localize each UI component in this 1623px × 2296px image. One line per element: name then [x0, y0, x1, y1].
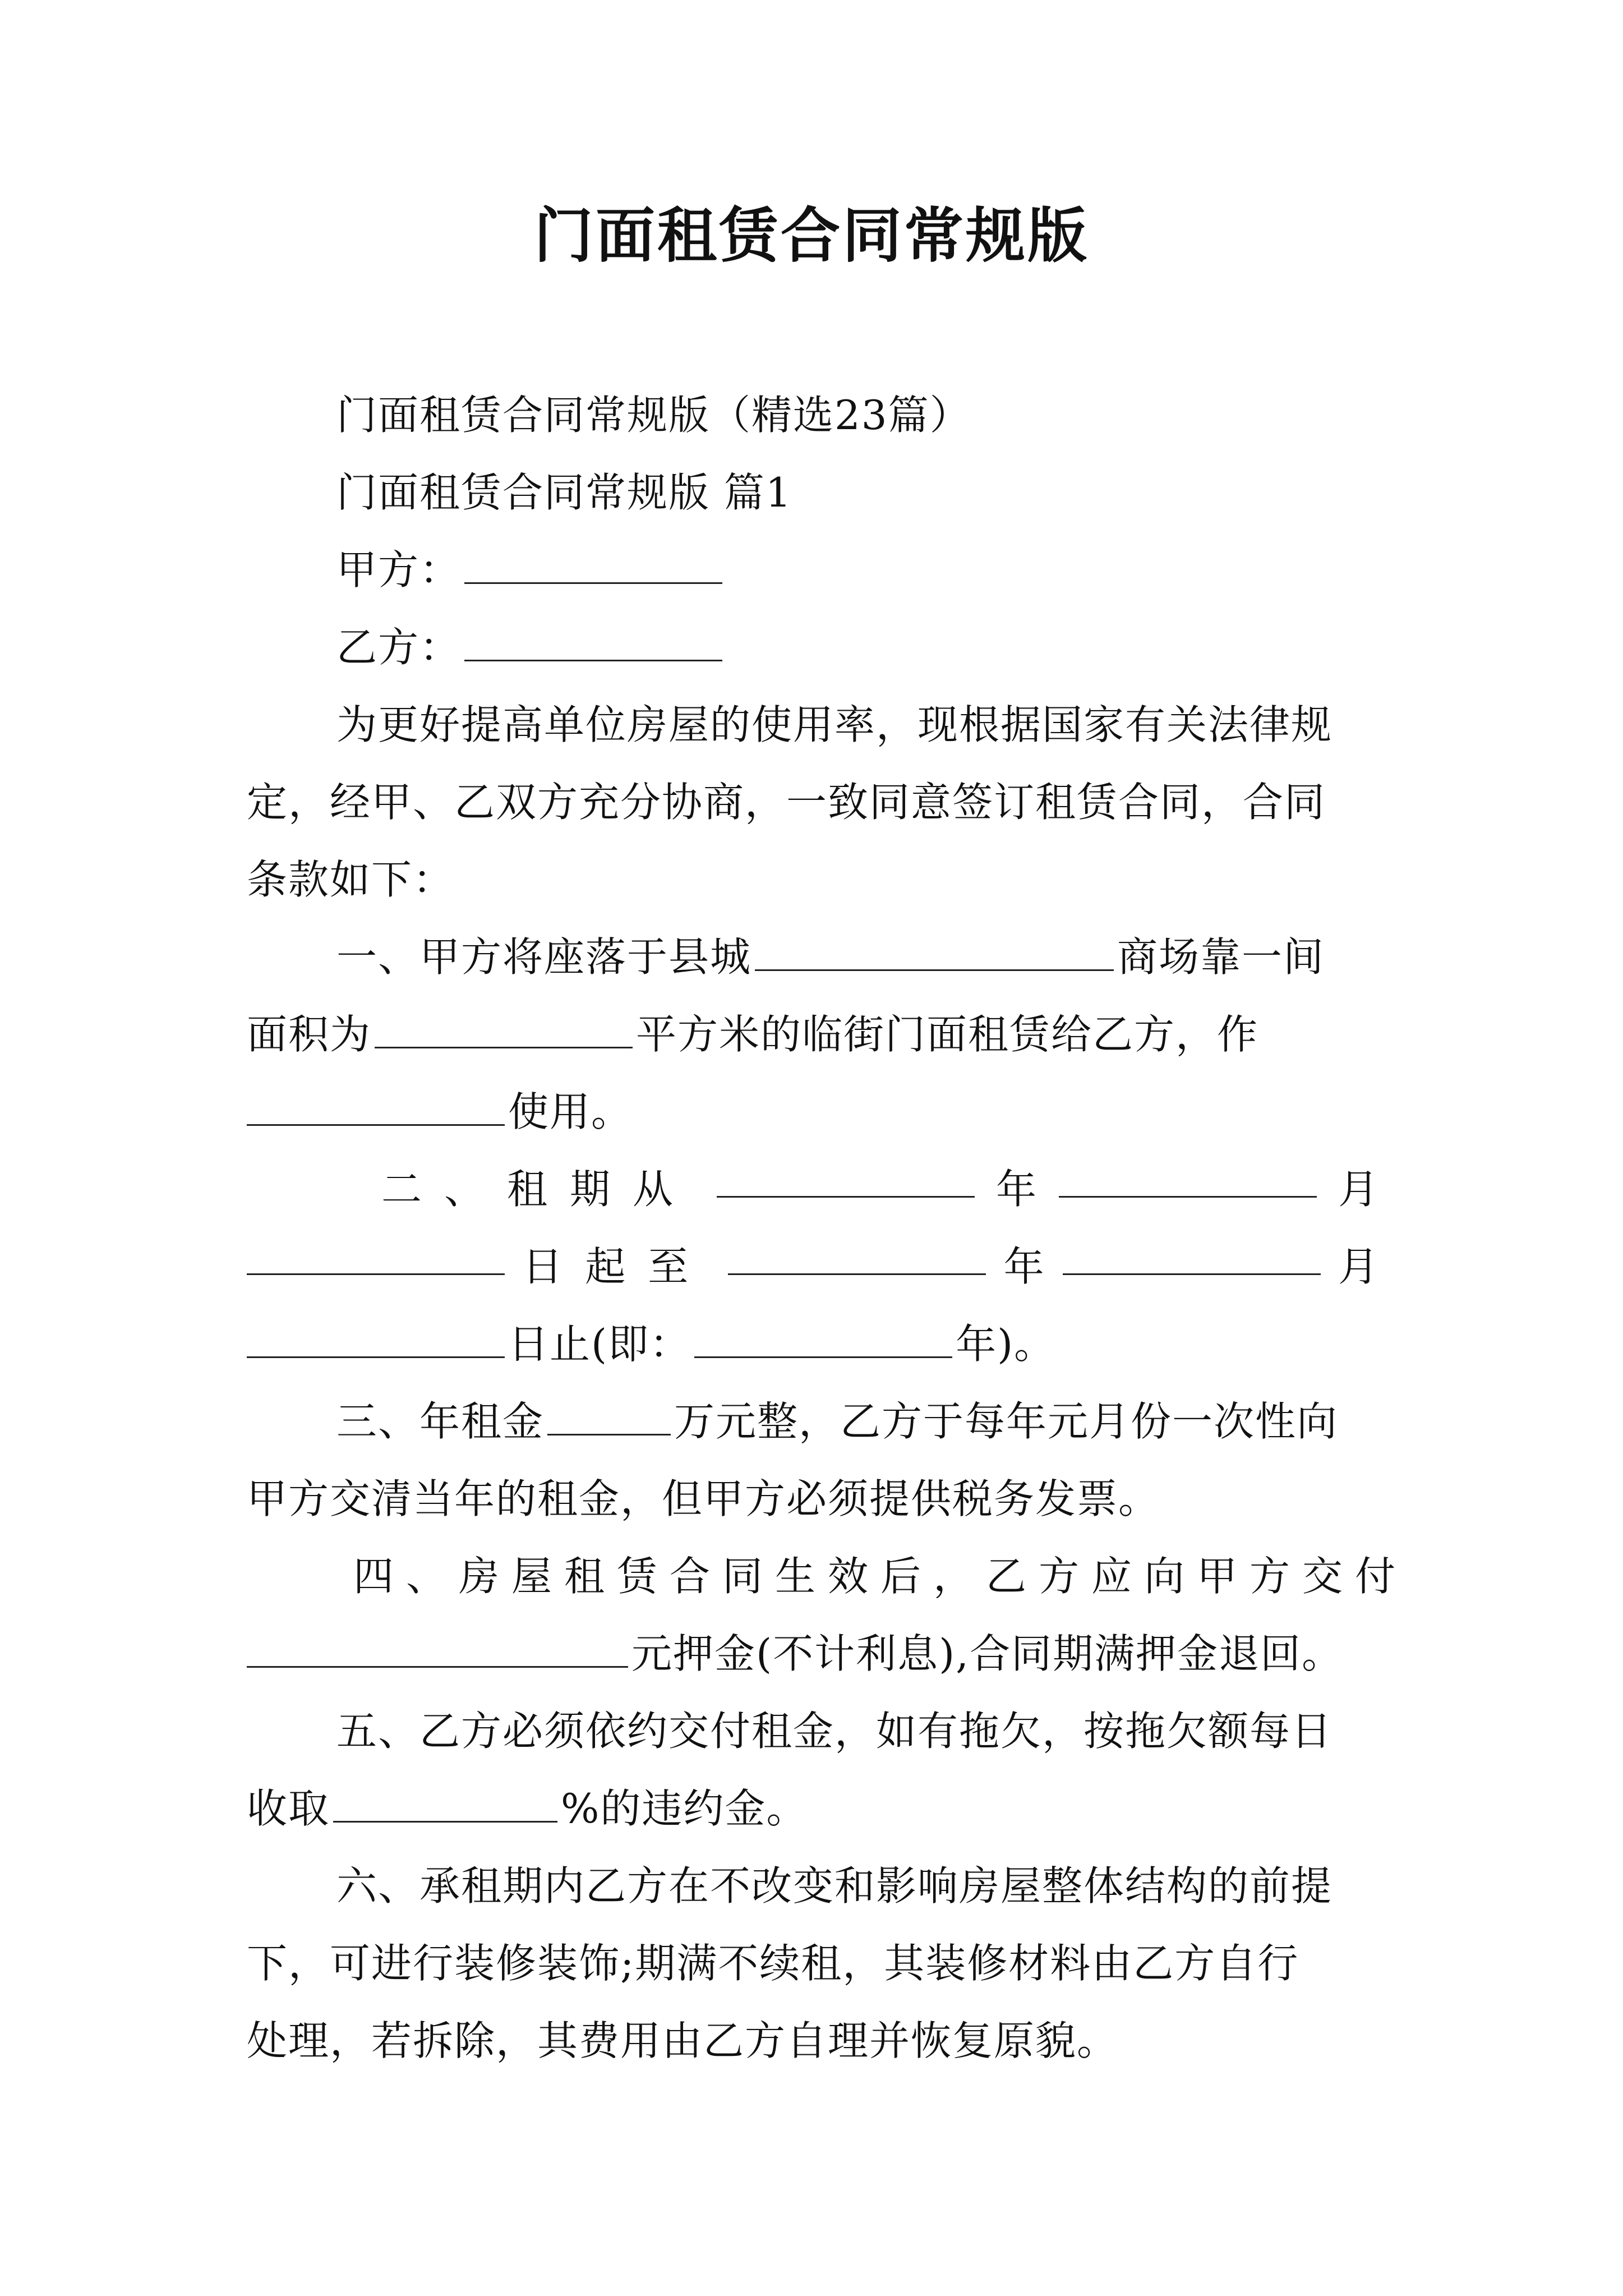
clause2-year-label-1: 年 — [995, 1166, 1038, 1213]
clause2-end-month-blank[interactable] — [1063, 1239, 1321, 1275]
clause6-line-2: 下，可进行装修装饰;期满不续租，其装修材料由乙方自行 — [247, 1940, 1299, 1987]
clause4-text-b: 元押金(不计利息),合同期满押金退回。 — [631, 1630, 1344, 1677]
clause2-text-b: 日起至 — [522, 1243, 711, 1290]
clause2-line-3 — [247, 1316, 1055, 1372]
clause1-line-2 — [247, 1006, 1258, 1062]
party-b-label: 乙方： — [336, 624, 462, 671]
clause3-text-b: 万元整，乙方于每年元月份一次性向 — [674, 1398, 1339, 1445]
clause1-line-1 — [336, 929, 1325, 985]
clause1-text-d: 平方米的临街门面租赁给乙方，作 — [636, 1011, 1259, 1058]
clause3-line-2: 甲方交清当年的租金，但甲方必须提供税务发票。 — [247, 1475, 1160, 1522]
section-heading: 门面租赁合同常规版 篇1 — [336, 469, 792, 516]
clause1-text-c: 面积为 — [247, 1011, 372, 1058]
intro-line-3: 条款如下： — [247, 856, 455, 903]
clause2-year-label-2: 年 — [1003, 1243, 1045, 1290]
clause2-start-year-blank[interactable] — [717, 1161, 975, 1198]
clause4-deposit-blank[interactable] — [247, 1631, 628, 1668]
clause1-text-a: 一、甲方将座落于县城 — [336, 933, 752, 981]
clause3-line-1 — [336, 1393, 1338, 1450]
clause2-text-c: 日止(即： — [508, 1320, 691, 1368]
intro-line-1: 为更好提高单位房屋的使用率，现根据国家有关法律规 — [336, 701, 1333, 748]
clause1-text-e: 使用。 — [508, 1088, 633, 1135]
clause5-line-1: 五、乙方必须依约交付租金，如有拖欠，按拖欠额每日 — [336, 1708, 1333, 1755]
clause1-usage-blank[interactable] — [247, 1089, 505, 1126]
clause6-line-3: 处理，若拆除，其费用由乙方自理并恢复原貌。 — [247, 2017, 1119, 2064]
clause2-text-d: 年)。 — [956, 1320, 1056, 1368]
clause5-text-c: %的违约金。 — [561, 1785, 808, 1832]
clause2-end-year-blank[interactable] — [728, 1239, 986, 1275]
clause1-line-3 — [247, 1084, 633, 1140]
clause2-text-a: 二、租期从 — [381, 1166, 696, 1213]
clause5-text-b: 收取 — [247, 1785, 330, 1832]
clause2-end-day-blank[interactable] — [247, 1322, 505, 1358]
clause2-month-label-1: 月 — [1338, 1166, 1380, 1213]
clause2-line-2 — [247, 1239, 1380, 1295]
clause4-line-2 — [247, 1626, 1343, 1682]
clause1-text-b: 商场靠一间 — [1117, 933, 1325, 981]
party-b-blank[interactable] — [464, 625, 722, 661]
party-a-line — [336, 542, 726, 598]
document-subtitle: 门面租赁合同常规版（精选23篇） — [336, 392, 971, 439]
clause2-month-label-2: 月 — [1338, 1243, 1380, 1290]
clause4-line-1: 四、房屋租赁合同生效后，乙方应向甲方交付 — [353, 1553, 1408, 1600]
clause3-text-a: 三、年租金 — [336, 1398, 545, 1445]
clause1-area-blank[interactable] — [375, 1012, 633, 1048]
party-a-blank[interactable] — [464, 547, 722, 584]
clause2-duration-blank[interactable] — [694, 1322, 952, 1358]
clause5-penalty-blank[interactable] — [333, 1786, 557, 1823]
clause2-line-1 — [381, 1161, 1380, 1217]
party-a-label: 甲方： — [336, 546, 462, 593]
document-title: 门面租赁合同常规版 — [534, 200, 1089, 270]
clause5-line-2 — [247, 1780, 808, 1837]
clause1-location-blank[interactable] — [755, 935, 1114, 971]
clause6-line-1: 六、承租期内乙方在不改变和影响房屋整体结构的前提 — [336, 1862, 1333, 1910]
clause2-start-month-blank[interactable] — [1059, 1161, 1317, 1198]
intro-line-2: 定，经甲、乙双方充分协商，一致同意签订租赁合同，合同 — [247, 779, 1326, 826]
party-b-line — [336, 619, 726, 675]
clause2-start-day-blank[interactable] — [247, 1239, 505, 1275]
clause3-rent-blank[interactable] — [547, 1399, 671, 1435]
